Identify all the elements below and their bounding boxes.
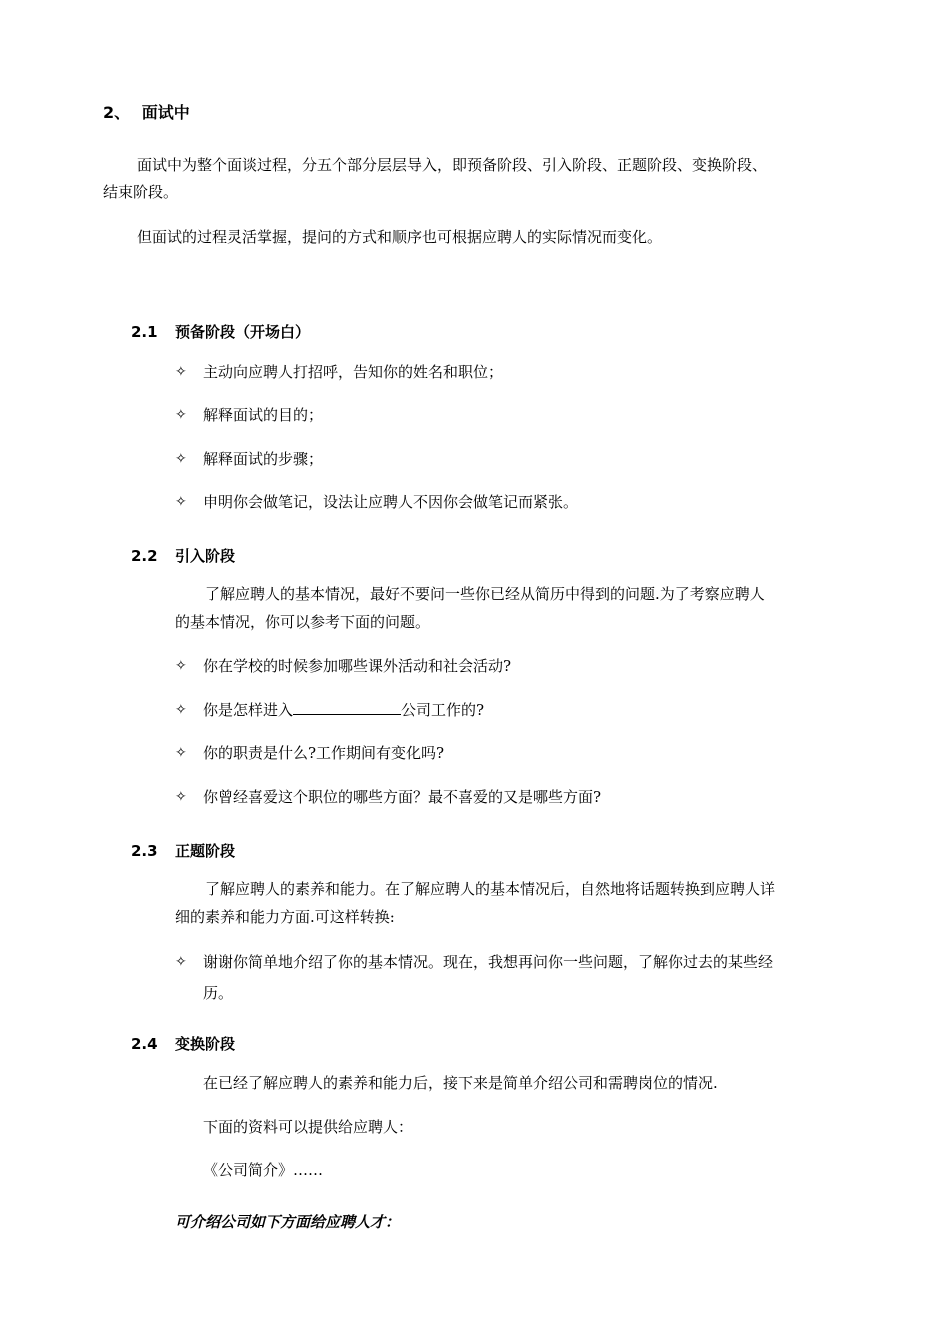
paragraph: 在已经了解应聘人的素养和能力后，接下来是简单介绍公司和需聘岗位的情况. xyxy=(203,1074,718,1092)
list-item xyxy=(175,357,855,388)
list-item xyxy=(175,947,855,978)
subsection-heading-2-2 xyxy=(131,545,235,566)
diamond-bullet-icon: ✧ xyxy=(175,364,187,380)
list-item xyxy=(175,400,855,431)
subsection-number: 2.1 xyxy=(131,323,158,341)
list-item xyxy=(175,444,855,475)
subsection-title: 引入阶段 xyxy=(175,547,236,565)
diamond-bullet-icon: ✧ xyxy=(175,494,187,510)
subsection-heading-2-1 xyxy=(131,321,310,342)
intro-paragraph-line1: 面试中为整个面谈过程，分五个部分层层导入，即预备阶段、引入阶段、正题阶段、变换阶段、 xyxy=(137,156,768,174)
paragraph-line1: 了解应聘人的基本情况，最好不要问一些你已经从简历中得到的问题.为了考察应聘人 xyxy=(205,585,765,603)
intro-paragraph-2: 但面试的过程灵活掌握，提问的方式和顺序也可根据应聘人的实际情况而变化。 xyxy=(137,228,663,246)
section-title: 面试中 xyxy=(141,103,190,122)
list-item-text: 你在学校的时候参加哪些课外活动和社会活动? xyxy=(203,657,512,675)
subsection-heading-2-4 xyxy=(131,1033,235,1054)
diamond-bullet-icon: ✧ xyxy=(175,745,187,761)
list-item-text: 你曾经喜爱这个职位的哪些方面？最不喜爱的又是哪些方面? xyxy=(203,788,602,806)
diamond-bullet-icon: ✧ xyxy=(175,407,187,423)
paragraph: 下面的资料可以提供给应聘人： xyxy=(203,1118,414,1136)
paragraph-line2: 细的素养和能力方面.可这样转换: xyxy=(175,908,395,926)
paragraph: 《公司简介》…… xyxy=(203,1161,324,1179)
intro-paragraph-line2: 结束阶段。 xyxy=(103,183,179,201)
subsection-heading-2-3 xyxy=(131,840,235,861)
diamond-bullet-icon: ✧ xyxy=(175,954,187,970)
section-number: 2、 xyxy=(103,103,131,122)
paragraph-line1: 了解应聘人的素养和能力。在了解应聘人的基本情况后，自然地将话题转换到应聘人详 xyxy=(205,880,776,898)
list-item-text: 谢谢你简单地介绍了你的基本情况。现在，我想再问你一些问题，了解你过去的某些经 xyxy=(203,953,774,971)
fill-in-blank xyxy=(293,697,401,715)
list-item-text: 申明你会做笔记，设法让应聘人不因你会做笔记而紧张。 xyxy=(203,493,579,511)
emphasis-line: 可介绍公司如下方面给应聘人才： xyxy=(175,1213,401,1231)
list-item-text: 你的职责是什么?工作期间有变化吗? xyxy=(203,744,445,762)
subsection-number: 2.3 xyxy=(131,842,158,860)
diamond-bullet-icon: ✧ xyxy=(175,658,187,674)
list-item-text: 你是怎样进入 公司工作的? xyxy=(203,695,484,726)
subsection-title: 预备阶段（开场白） xyxy=(175,323,311,341)
list-item-text: 主动向应聘人打招呼，告知你的姓名和职位； xyxy=(203,363,504,381)
paragraph-line2: 的基本情况，你可以参考下面的问题。 xyxy=(175,613,431,631)
subsection-title: 变换阶段 xyxy=(175,1035,236,1053)
list-item xyxy=(175,487,855,518)
list-item xyxy=(175,651,855,682)
list-item xyxy=(175,738,855,769)
list-item-text: 解释面试的步骤； xyxy=(203,450,324,468)
section-heading xyxy=(103,100,190,123)
list-item-text-continued: 历。 xyxy=(203,984,234,1002)
subsection-number: 2.2 xyxy=(131,547,158,565)
diamond-bullet-icon: ✧ xyxy=(175,451,187,467)
diamond-bullet-icon: ✧ xyxy=(175,702,187,718)
list-item xyxy=(175,695,855,726)
subsection-number: 2.4 xyxy=(131,1035,158,1053)
list-item xyxy=(175,782,855,813)
list-item-text: 解释面试的目的； xyxy=(203,406,324,424)
subsection-title: 正题阶段 xyxy=(175,842,236,860)
diamond-bullet-icon: ✧ xyxy=(175,789,187,805)
